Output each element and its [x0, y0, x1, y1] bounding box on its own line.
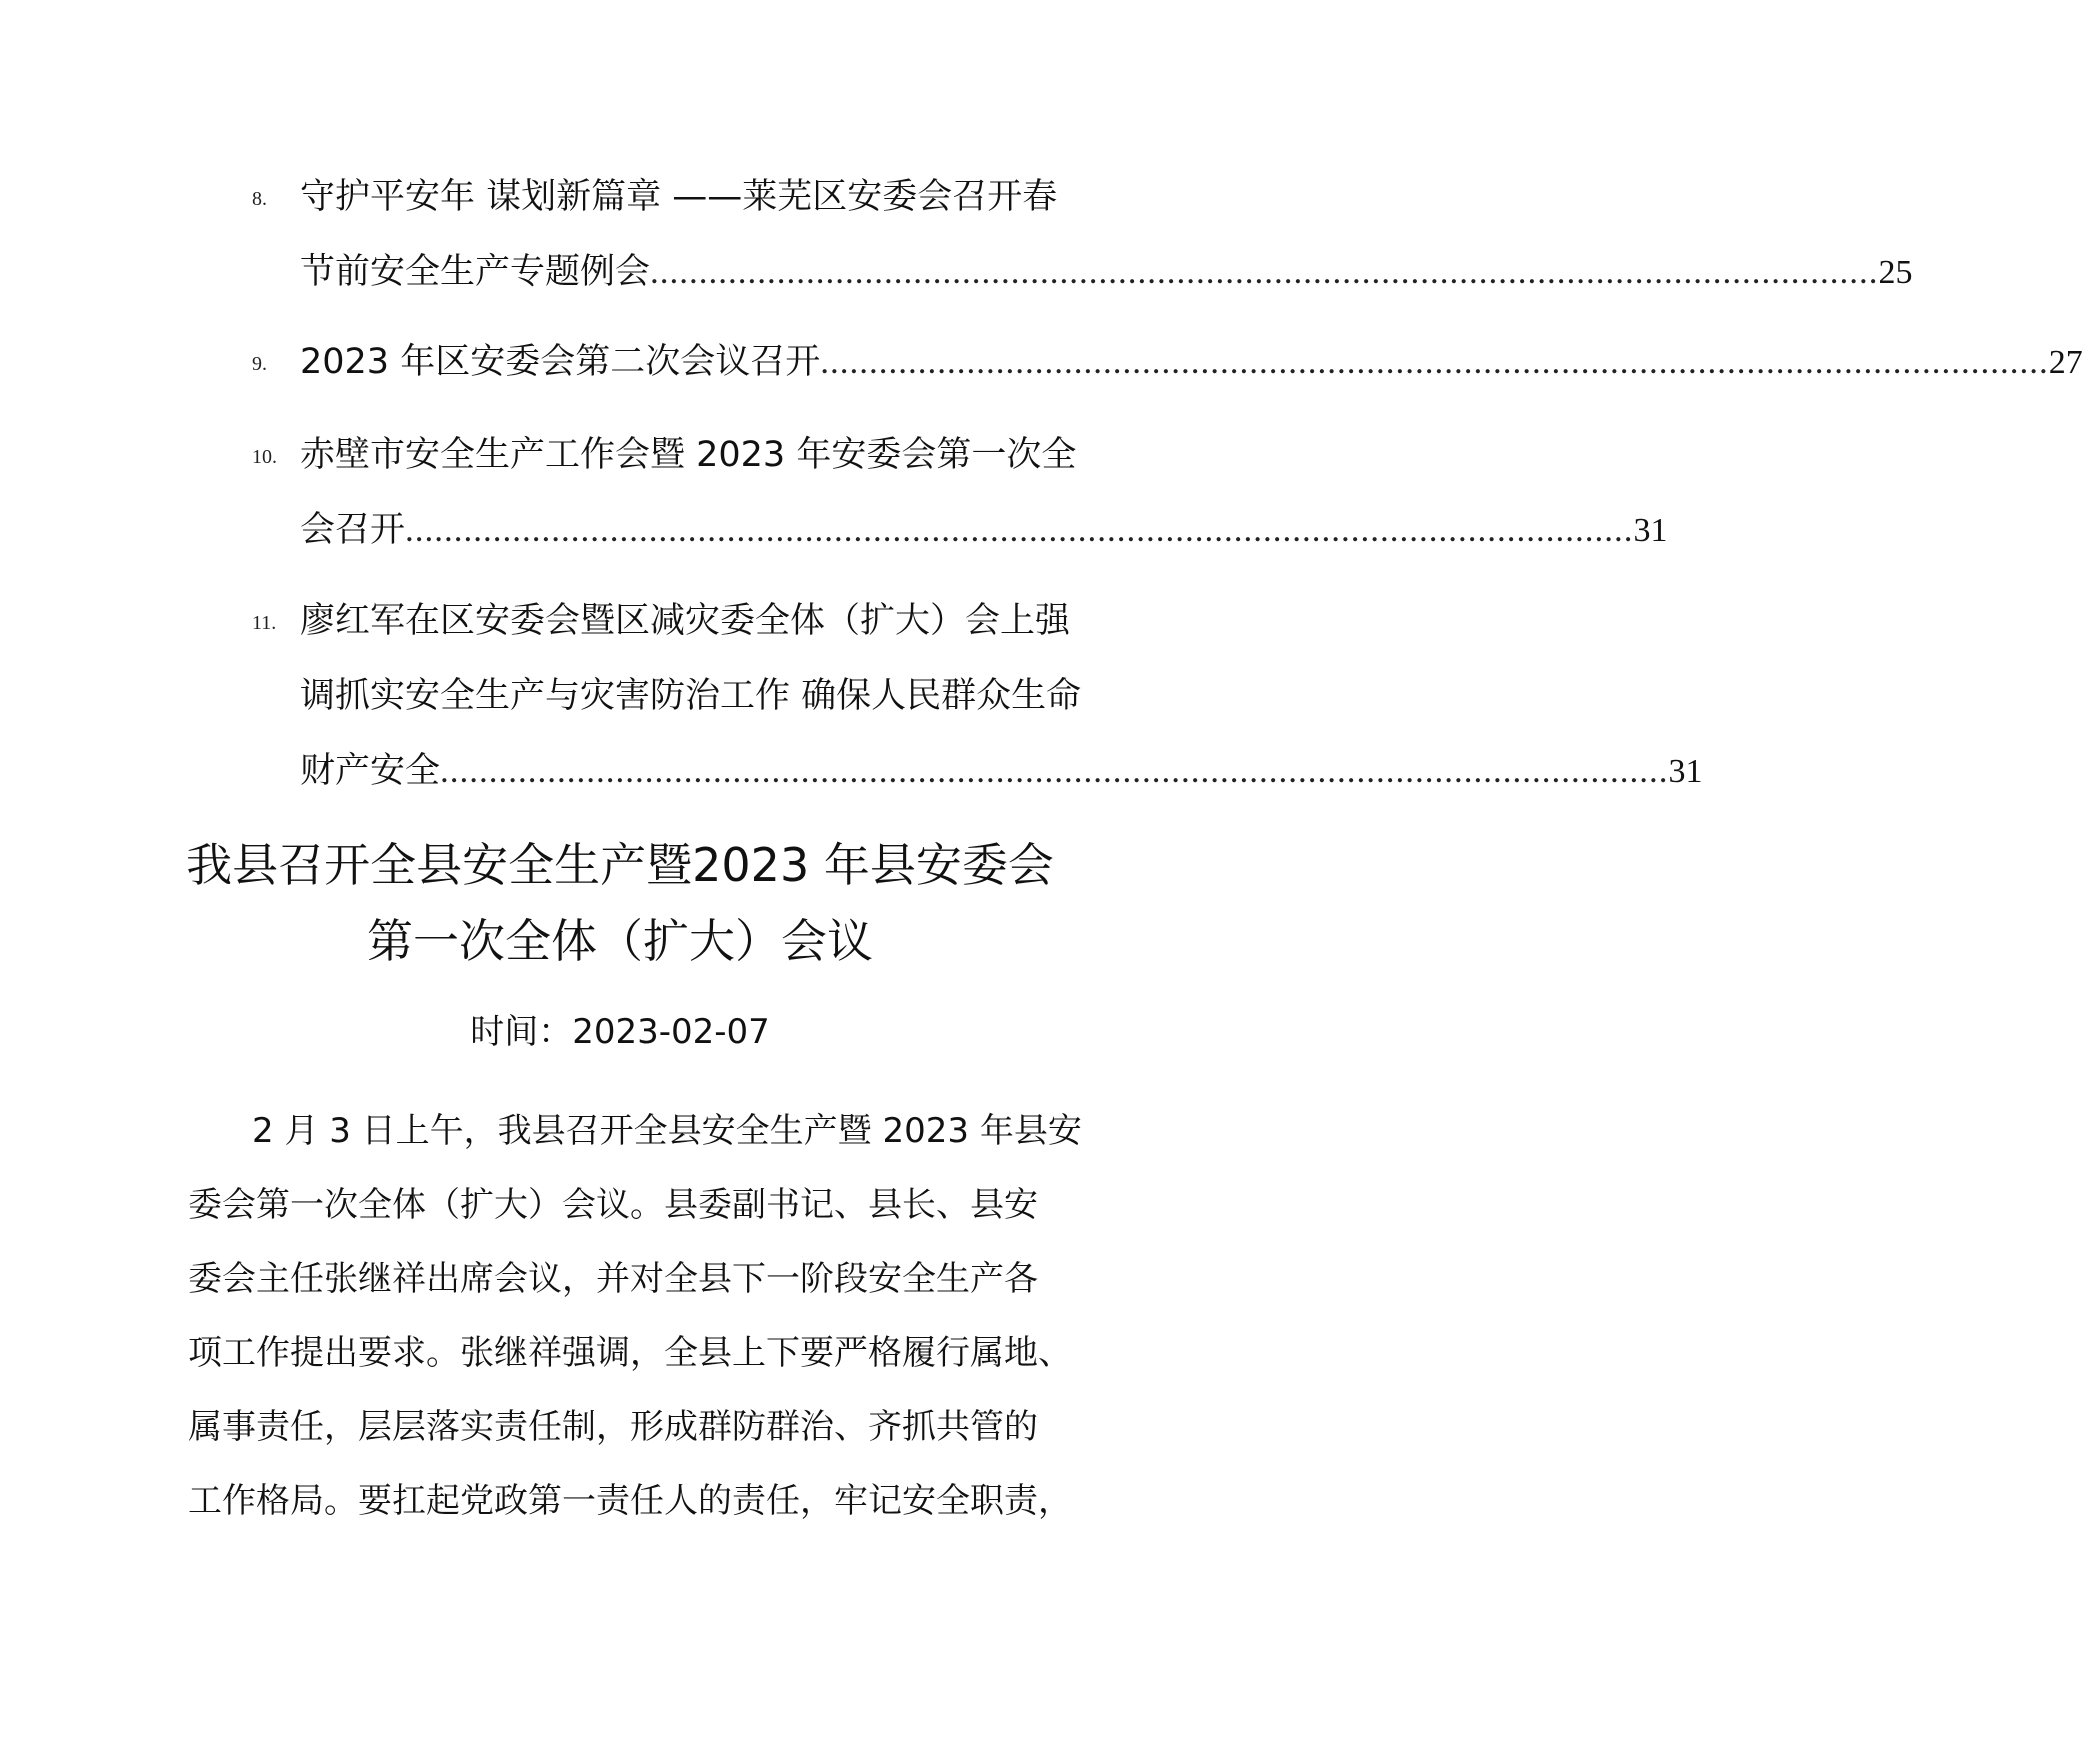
toc-item-line: 2023 年区安委会第二次会议召开	[300, 342, 821, 382]
toc-item-number: 9.	[252, 353, 267, 375]
toc-page-number: 25	[1878, 254, 1913, 291]
body-line: 委会主任张继祥出席会议，并对全县下一阶段安全生产各	[188, 1259, 1038, 1299]
toc-item-number: 11.	[252, 612, 277, 634]
toc-item-line[interactable]: 守护平安年 谋划新篇章 ——莱芜区安委会召开春	[300, 177, 1058, 217]
toc-item-line: 会召开	[300, 510, 406, 550]
dot-leader: ..............................................................................................................................	[820, 342, 2049, 381]
body-line: 委会第一次全体（扩大）会议。县委副书记、县长、县安	[188, 1185, 1038, 1225]
dot-leader: ..............................................................................................................................	[405, 510, 1634, 549]
publish-time: 时间：2023-02-07	[470, 1012, 770, 1052]
toc-item-line: 节前安全生产专题例会	[300, 252, 651, 292]
body-line: 2 月 3 日上午，我县召开全县安全生产暨 2023 年县安	[252, 1111, 1082, 1151]
toc-item-number: 10.	[252, 446, 277, 468]
body-line: 属事责任，层层落实责任制，形成群防群治、齐抓共管的	[188, 1407, 1038, 1447]
toc-item-leader-line[interactable]	[300, 325, 2083, 399]
dot-leader: ..............................................................................................................................	[440, 751, 1669, 790]
toc-item-line[interactable]: 赤壁市安全生产工作会暨 2023 年安委会第一次全	[300, 435, 1077, 475]
dot-leader: ..............................................................................................................................	[650, 252, 1879, 291]
toc-page-number: 31	[1633, 512, 1668, 549]
article-title-line: 我县召开全县安全生产暨2023 年县安委会	[186, 838, 1054, 892]
toc-page-number: 31	[1668, 753, 1703, 790]
toc-item-leader-line[interactable]	[300, 734, 1703, 808]
toc-item-leader-line[interactable]	[300, 493, 1668, 567]
toc-item-line[interactable]: 廖红军在区安委会暨区减灾委全体（扩大）会上强	[300, 601, 1071, 641]
body-line: 项工作提出要求。张继祥强调，全县上下要严格履行属地、	[188, 1333, 1072, 1373]
article-title-line: 第一次全体（扩大）会议	[367, 914, 873, 968]
body-line: 工作格局。要扛起党政第一责任人的责任，牢记安全职责，	[188, 1481, 1072, 1521]
toc-item-line[interactable]: 调抓实安全生产与灾害防治工作 确保人民群众生命	[300, 676, 1082, 716]
toc-item-line: 财产安全	[300, 751, 441, 791]
toc-page-number: 27	[2048, 344, 2083, 381]
toc-item-number: 8.	[252, 188, 267, 210]
toc-item-leader-line[interactable]	[300, 235, 1913, 309]
